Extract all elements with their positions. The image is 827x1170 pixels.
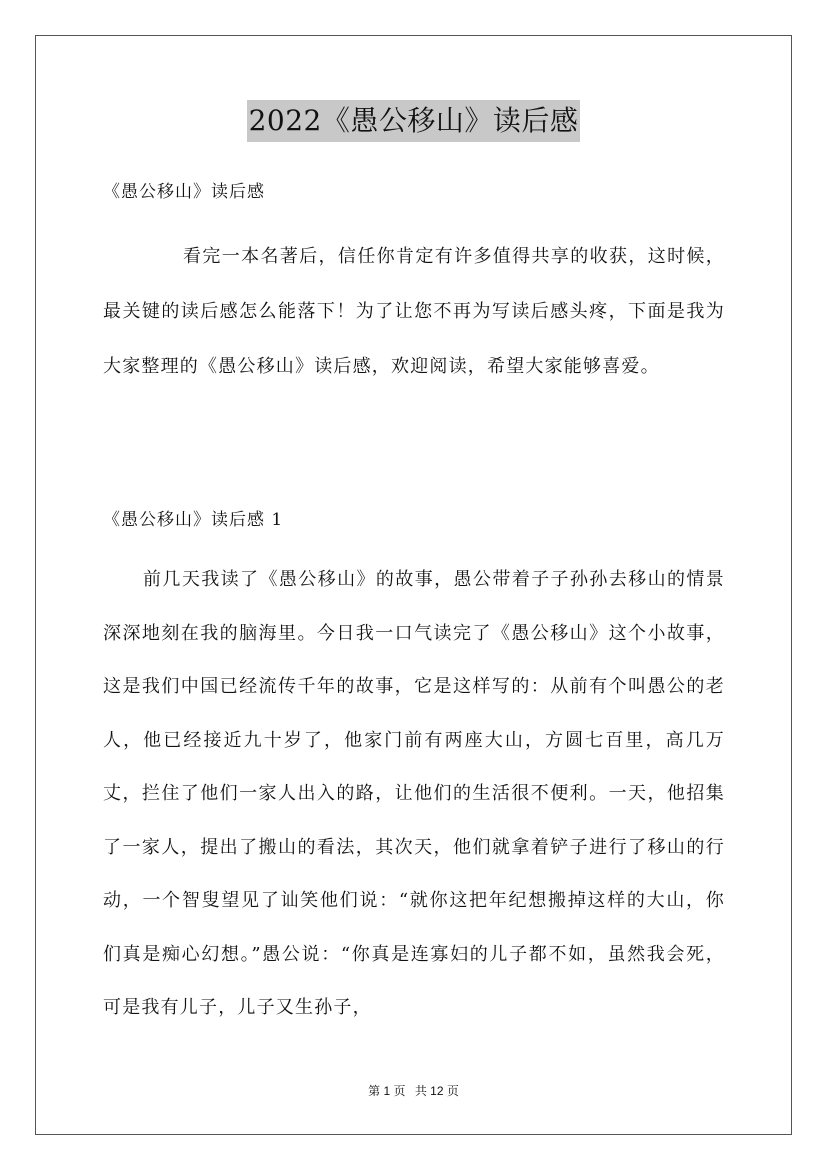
document-title: 2022《愚公移山》读后感 xyxy=(247,100,581,142)
intro-paragraph: 看完一本名著后，信任你肯定有许多值得共享的收获，这时候，最关键的读后感怎么能落下！为了让您不再为写读后感头疼，下面是我为大家整理的《愚公移山》读后感，欢迎阅读，希望大家能够喜爱。 xyxy=(103,246,725,377)
section-heading: 《愚公移山》读后感 1 xyxy=(103,510,284,530)
document-subtitle: 《愚公移山》读后感 xyxy=(103,182,265,202)
page-total: 共 12 页 xyxy=(414,1084,459,1098)
page-footer xyxy=(0,1082,827,1100)
page-number: 第 1 页 xyxy=(368,1084,406,1098)
section-body-paragraph: 前几天我读了《愚公移山》的故事，愚公带着子子孙孙去移山的情景深深地刻在我的脑海里。今日我一口气读完了《愚公移山》这个小故事，这是我们中国已经流传千年的故事，它是这样写的：从前有个叫愚公的老人，他已经接近九十岁了，他家门前有两座大山，方圆七百里，高几万丈，拦住了他们一家人出入的路，让他们的生活很不便利。一天，他招集了一家人，提出了搬山的看法，其次天，他们就拿着铲子进行了移山的行动，一个智叟望见了讪笑他们说：“就你这把年纪想搬掉这样的大山，你们真是痴心幻想。”愚公说：“你真是连寡妇的儿子都不如，虽然我会死，可是我有儿子，儿子又生孙子， xyxy=(103,569,725,1018)
title-container xyxy=(0,100,827,142)
